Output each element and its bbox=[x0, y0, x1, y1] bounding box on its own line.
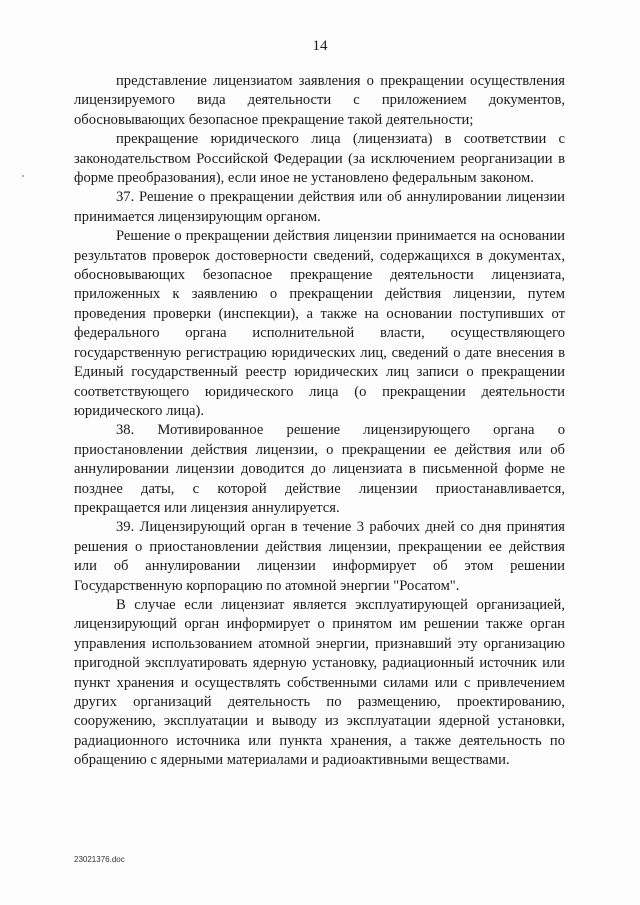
paragraph-termination-decision-basis: Решение о прекращении действия лицензии принимается на основании результатов проверок достоверности сведений, содержащихся в документах, обосновывающих безопасное прекращение деятельности лицензиата, приложенных к заявлению о прекращении действия лицензии, путем проведения проверки (инспекции), а также на основании поступивших от федерального органа исполнительной власти, осуществляющего государственную регистрацию юридических лиц, сведений о дате внесения в Единый государственный реестр юридических лиц записи о прекращении соответствующего юридического лица (о прекращении деятельности юридического лица). bbox=[74, 228, 565, 419]
paragraph-item-37: 37. Решение о прекращении действия или об аннулировании лицензии принимается лицензирующим органом. bbox=[74, 189, 565, 225]
page-number: 14 bbox=[312, 38, 328, 54]
paragraph-item-38: 38. Мотивированное решение лицензирующего органа о приостановлении действия лицензии, о прекращении ее действия или об аннулировании лицензии доводится до лицензиата в письменной форме не позднее даты, с которой действие лицензии приостанавливается, прекращается или лицензия аннулируется. bbox=[74, 422, 565, 516]
paragraph-item-39: 39. Лицензирующий орган в течение 3 рабочих дней со дня принятия решения о приостановлении действия лицензии, прекращении ее действия или об аннулировании лицензии информирует об этом решении Государственную корпорацию по атомной энергии "Росатом". bbox=[74, 519, 565, 594]
scan-speck bbox=[22, 175, 24, 177]
document-body bbox=[74, 72, 565, 771]
paragraph-operating-organization: В случае если лицензиат является эксплуатирующей организацией, лицензирующий орган информирует о принятом им решении также орган управления использованием атомной энергии, признавший эту организацию пригодной эксплуатировать ядерную установку, радиационный источник или пункт хранения и осуществлять собственными силами или с привлечением других организаций деятельность по размещению, проектированию, сооружению, эксплуатации и выводу из эксплуатации ядерной установки, радиационного источника или пункта хранения, а также деятельность по обращению с ядерными материалами и радиоактивными веществами. bbox=[74, 596, 565, 769]
paragraph-termination-application: представление лицензиатом заявления о прекращении осуществления лицензируемого вида деятельности с приложением документов, обосновывающих безопасное прекращение такой деятельности; bbox=[74, 73, 565, 128]
footer-filename: 23021376.doc bbox=[74, 855, 125, 864]
paragraph-termination-legal-entity: прекращение юридического лица (лицензиата) в соответствии с законодательством Российской Федерации (за исключением реорганизации в форме преобразования), если иное не установлено федеральным законом. bbox=[74, 131, 565, 187]
